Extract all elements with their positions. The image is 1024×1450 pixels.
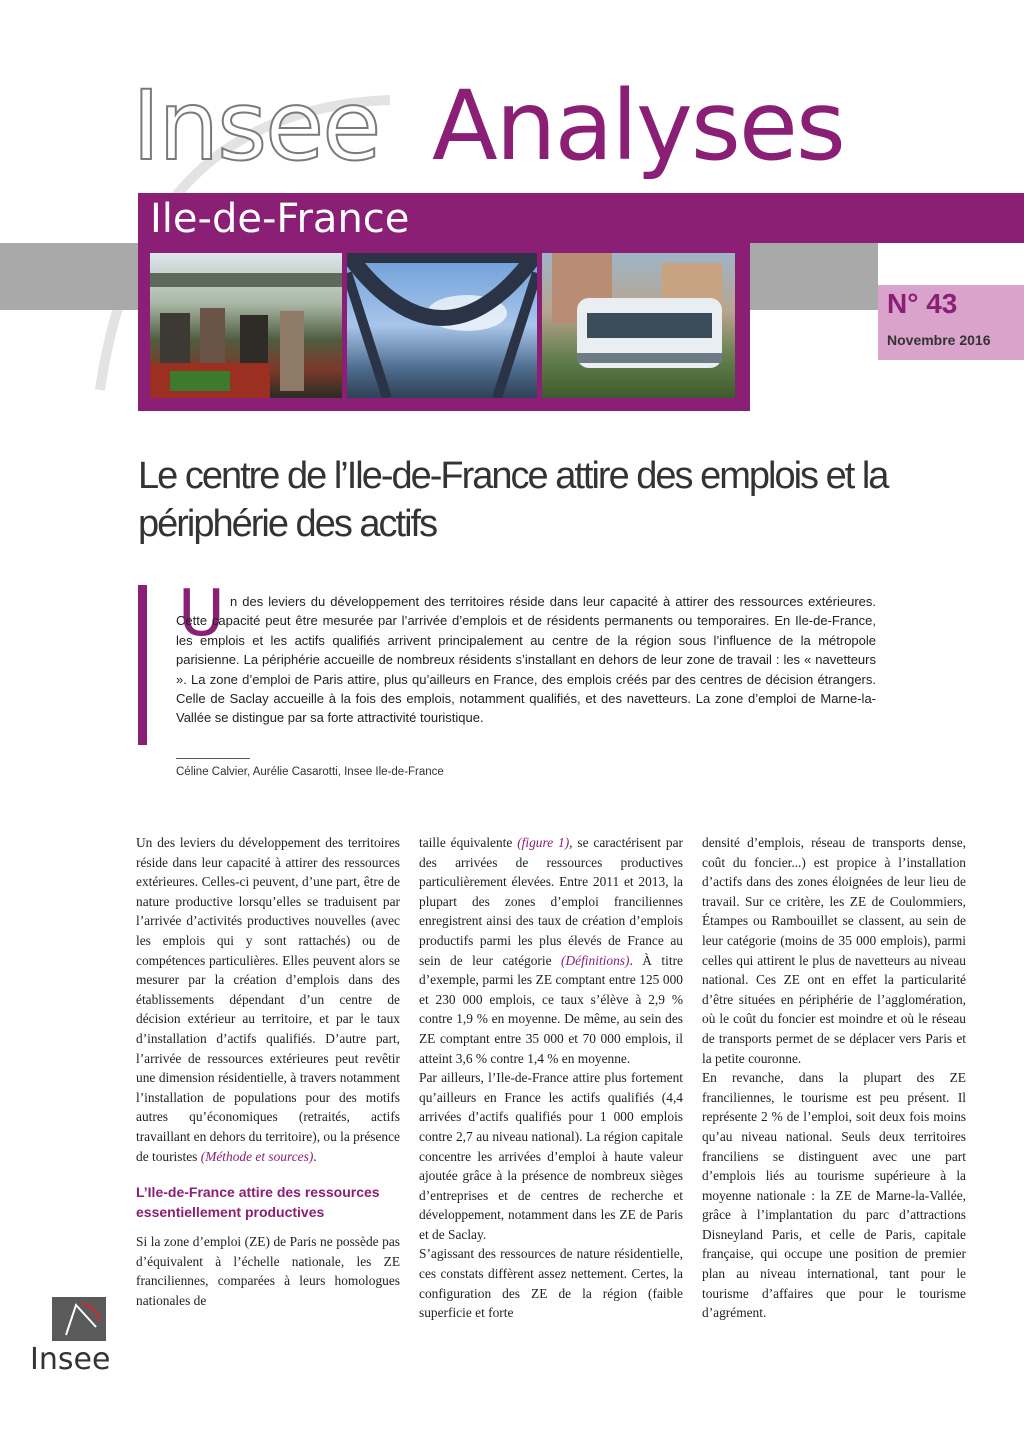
brand-analyses: Analyses: [432, 70, 844, 182]
lead-paragraph: [176, 592, 876, 728]
lead-text: n des leviers du développement des territoires réside dans leur capacité à attirer des ressources extérieures. Cette capacité peut être mesurée par l’arrivée d’emplois et de résidents permanents ou temporaires. En Ile-de-France, les emplois et les actifs qualifiés arrivent principalement au centre de la région sous l’influence de la métropole parisienne. La périphérie accueille de nombreux résidents s’installant en dehors de leur zone de travail : les « navetteurs ». La zone d’emploi de Paris attire, plus qu’ailleurs en France, des emplois créés par des centres de décision étrangers. Celle de Saclay accueille à la fois des emplois, notamment qualifiés, et des navetteurs. La zone d’emploi de Marne-la-Vallée se distingue par sa forte attractivité touristique.: [176, 594, 876, 726]
body-paragraph: En revanche, dans la plupart des ZE franciliennes, le tourisme est peu présent. Il représente 2 % de l’emploi, soit deux fois moins qu’au niveau national. Seuls deux territoires franciliens se distinguent avec une part d’emplois liés au tourisme supérieure à la moyenne nationale : la ZE de Marne-la-Vallée, grâce à l’implantation du parc d’attractions Disneyland Paris, et celle de Paris, capitale française, qui occupe une position de premier plan au niveau international, tant pour le tourisme d’affaires que pour le tourisme d’agrément.: [702, 1070, 966, 1321]
lead-accent-bar: [138, 585, 147, 745]
body-paragraph: taille équivalente (figure 1), se caractérisent par des arrivées de ressources productives particulièrement élevées. Entre 2011 et 2013, la plupart des zones d’emploi franciliennes enregistrent ainsi des taux de création d’emplois productifs parmi les plus élevés de France au sein de leur catégorie (Définitions). À titre d’exemple, parmi les ZE comptant entre 125 000 et 230 000 emplois, ce taux s’élève à 2,9 % contre 1,9 % en moyenne. De même, au sein des ZE comptant entre 35 000 et 70 000 emplois, il atteint 3,6 % contre 1,4 % en moyenne.: [419, 835, 683, 1066]
author-divider: [176, 758, 250, 759]
issue-date: Novembre 2016: [887, 332, 991, 348]
insee-logo-text: Insee: [30, 1342, 111, 1377]
body-paragraph: Un des leviers du développement des territoires réside dans leur capacité à attirer des ressources extérieures. Celles-ci peuvent, d’une part, être de nature productive lorsqu’elles se traduisent par l’arrivée d’activités productives nouvelles (avec les emplois qui y sont rattachés) ou de compétences particulières. Elles peuvent alors se mesurer par la création d’emplois dans des établissements dépendant d’un centre de décision extérieur au territoire, et par le taux d’installation d’actifs qualifiés. D’autre part, l’arrivée de ressources extérieures peut revêtir une dimension résidentielle, à travers notamment l’installation de populations pour des motifs autres qu’économiques (retraités, actifs travaillant en dehors du territoire), ou la présence de touristes (Méthode et sources).: [136, 835, 400, 1164]
methode-link[interactable]: (Méthode et sources): [200, 1148, 314, 1164]
eiffel-tower-photo: [347, 253, 537, 398]
tramway-photo: [542, 253, 735, 398]
body-column-2: [419, 833, 683, 1323]
issue-number: N° 43: [887, 288, 958, 319]
section-heading: L’Ile-de-France attire des ressources essentiellement productives: [136, 1184, 380, 1221]
region-title: Ile-de-France: [150, 196, 410, 242]
definitions-link[interactable]: (Définitions): [561, 952, 630, 968]
lead-drop-cap: U: [178, 577, 225, 651]
figure-link[interactable]: (figure 1): [517, 835, 570, 850]
authors: Céline Calvier, Aurélie Casarotti, Insee Ile-de-France: [176, 766, 444, 778]
body-paragraph: densité d’emplois, réseau de transports dense, coût du foncier...) est propice à l’installation d’actifs dans des zones éloignées de leur lieu de travail. Sur ce critère, les ZE de Coulommiers, Étampes ou Rambouillet se classent, au sein de leur catégorie (moins de 35 000 emplois), parmi celles qui attirent le plus de navetteurs au niveau national. Ces ZE ont en effet la particularité d’être situées en périphérie de l’agglomération, où le coût du foncier est moindre et où le réseau de transports permet de se déplacer vers Paris et la petite couronne.: [702, 835, 966, 1066]
body-paragraph: Par ailleurs, l’Ile-de-France attire plus fortement qu’ailleurs en France les actifs qualifiés (4,4 arrivées d’actifs qualifiés pour 1 000 emplois contre 2,7 au niveau national). La région capitale concentre les arrivées d’emploi à haute valeur ajoutée grâce à la présence de nombreux sièges d’entreprises et de centres de recherche et développement, notamment dans les ZE de Paris et de Saclay.: [419, 1070, 683, 1242]
body-paragraph: Si la zone d’emploi (ZE) de Paris ne possède pas d’équivalent à l’échelle nationale, les ZE franciliennes, comparées à leurs homologues nationales de: [136, 1234, 400, 1308]
article-title: Le centre de l’Ile-de-France attire des emplois et la périphérie des actifs: [138, 455, 888, 545]
body-column-3: [702, 833, 966, 1323]
market-photo: [150, 253, 342, 398]
brand-insee: Insee: [132, 70, 380, 182]
body-column-1: [136, 833, 400, 1310]
insee-logo-icon: [52, 1297, 106, 1341]
body-paragraph: S’agissant des ressources de nature résidentielle, ces constats diffèrent assez nettement. Certes, la configuration des ZE de la région (faible superficie et forte: [419, 1246, 683, 1321]
